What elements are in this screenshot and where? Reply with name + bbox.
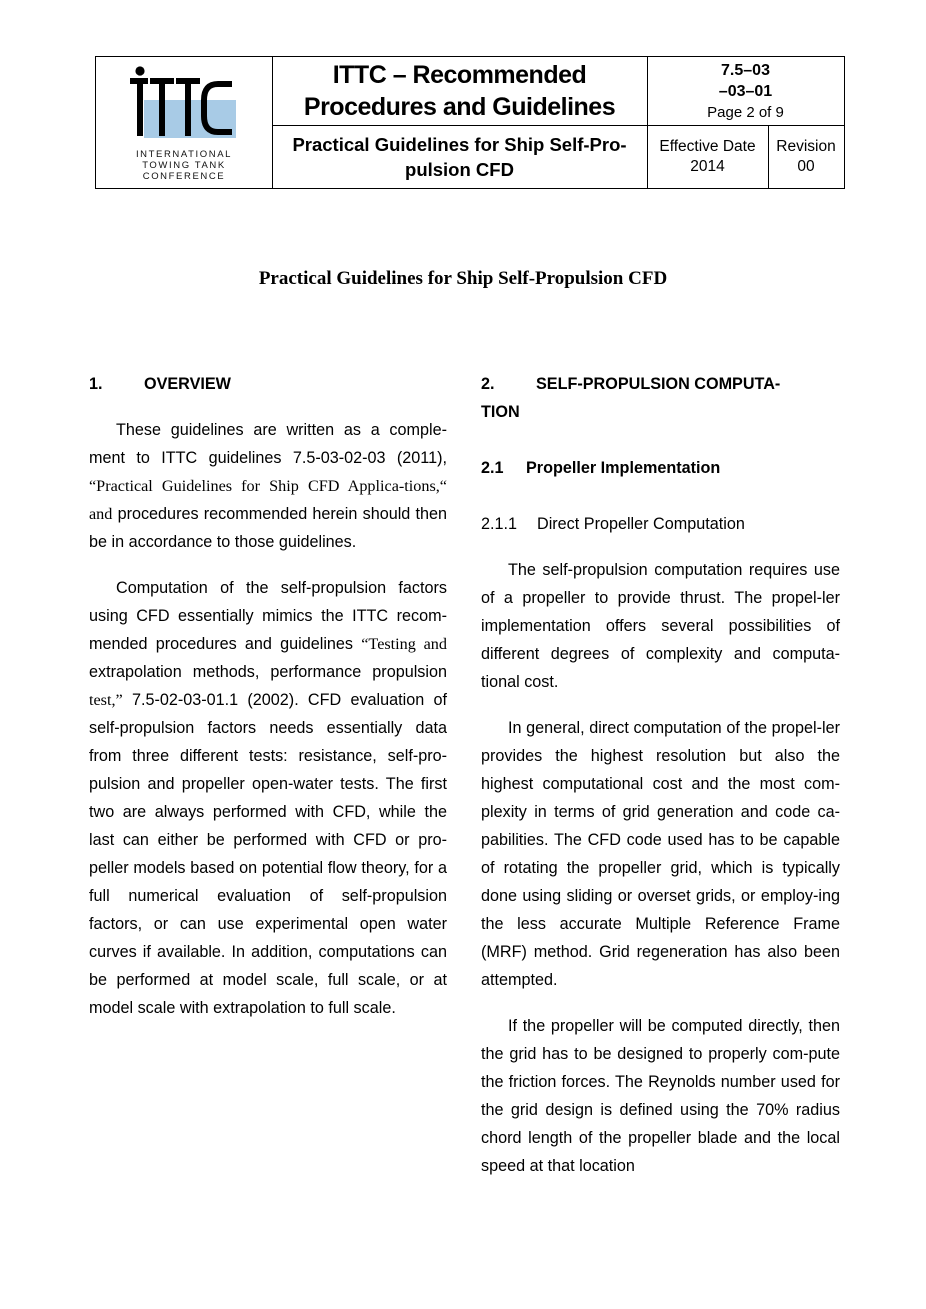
section-title-continued: TION: [481, 403, 520, 421]
subsection-heading: 2.1 Propeller Implementation: [481, 459, 721, 477]
code-line: –03–01: [718, 82, 773, 100]
section-number: 1.: [89, 375, 103, 393]
paragraph: The self-propulsion computation requires use of a propeller to provide thrust. The propel-ler implementation offers several possibilities of different degrees of complexity and computa-tional cost.: [481, 561, 840, 691]
logo-text-line: TOWING TANK: [142, 159, 226, 171]
left-column: [89, 370, 447, 1022]
section-heading-self-propulsion: [481, 370, 840, 426]
section-title: OVERVIEW: [144, 375, 231, 393]
page-number: Page 2 of 9: [707, 103, 784, 121]
revision-label: Revision: [776, 137, 836, 155]
logo-text-line: CONFERENCE: [142, 170, 226, 182]
ittc-logo: [96, 57, 272, 188]
paragraph: If the propeller will be computed directly, then the grid has to be designed to properly com-pute the friction forces. The Reynolds number used for the grid design is defined using the 70% radius chord length of the propeller blade and the local speed at that location: [481, 1017, 840, 1175]
section-heading-overview: [89, 370, 447, 398]
header-subtitle-line: pulsion CFD: [405, 158, 514, 180]
ittc-logo-mark: [128, 66, 240, 144]
header-subtitle: [272, 125, 647, 188]
header-title: [272, 57, 647, 125]
logo-text-line: INTERNATIONAL: [135, 148, 233, 160]
paragraph: Computation of the self-propulsion factors using CFD essentially mimics the ITTC recom-mended procedures and guidelines “Testing and extrapolation methods, performance propulsion test,” 7.5-02-03-01.1 (2002). CFD evaluation of self-propulsion factors needs essentially data from three different tests: resistance, self-pro-pulsion and propeller open-water tests. The first two are always performed with CFD, while the last can either be performed with CFD or pro-peller models based on potential flow theory, for a full numerical evaluation of self-propulsion factors, or can use experimental open water curves if available. In addition, computations can be performed at model scale, full scale, or at model scale with extrapolation to full scale.: [89, 579, 447, 1017]
right-column: [481, 370, 840, 1180]
effective-date-label: Effective Date: [659, 137, 756, 155]
revision: [768, 125, 844, 188]
document-title: Practical Guidelines for Ship Self-Propulsion CFD: [258, 268, 668, 289]
section-number: 2.: [481, 375, 495, 393]
code-line: 7.5–03: [721, 61, 770, 79]
header-title-line: Procedures and Guidelines: [303, 93, 616, 121]
subsubsection-heading: 2.1.1 Direct Propeller Computation: [481, 515, 745, 533]
effective-date: [647, 125, 768, 188]
header-subtitle-line: Practical Guidelines for Ship Self-Pro-: [292, 133, 627, 155]
procedure-code: [647, 57, 844, 125]
section-title: SELF-PROPULSION COMPUTA-: [536, 375, 781, 393]
effective-date-value: 2014: [690, 157, 725, 175]
paragraph: These guidelines are written as a comple-ment to ITTC guidelines 7.5-03-02-03 (2011), “Practical Guidelines for Ship CFD Applica-tions,“ and procedures recommended herein should then be in accordance to those guidelines.: [89, 421, 447, 551]
header-title-line: ITTC – Recommended: [332, 61, 587, 89]
paragraph: In general, direct computation of the propel-ler provides the highest resolution but also the highest computational cost and the most com-plexity in terms of grid generation and code ca-pabilities. The CFD code used has to be capable of rotating the propeller grid, which is typically done using sliding or overset grids, or employ-ing the less accurate Multiple Reference Frame (MRF) method. Grid regeneration has also been attempted.: [481, 719, 840, 989]
revision-value: 00: [797, 157, 815, 175]
header-table: [95, 56, 845, 189]
